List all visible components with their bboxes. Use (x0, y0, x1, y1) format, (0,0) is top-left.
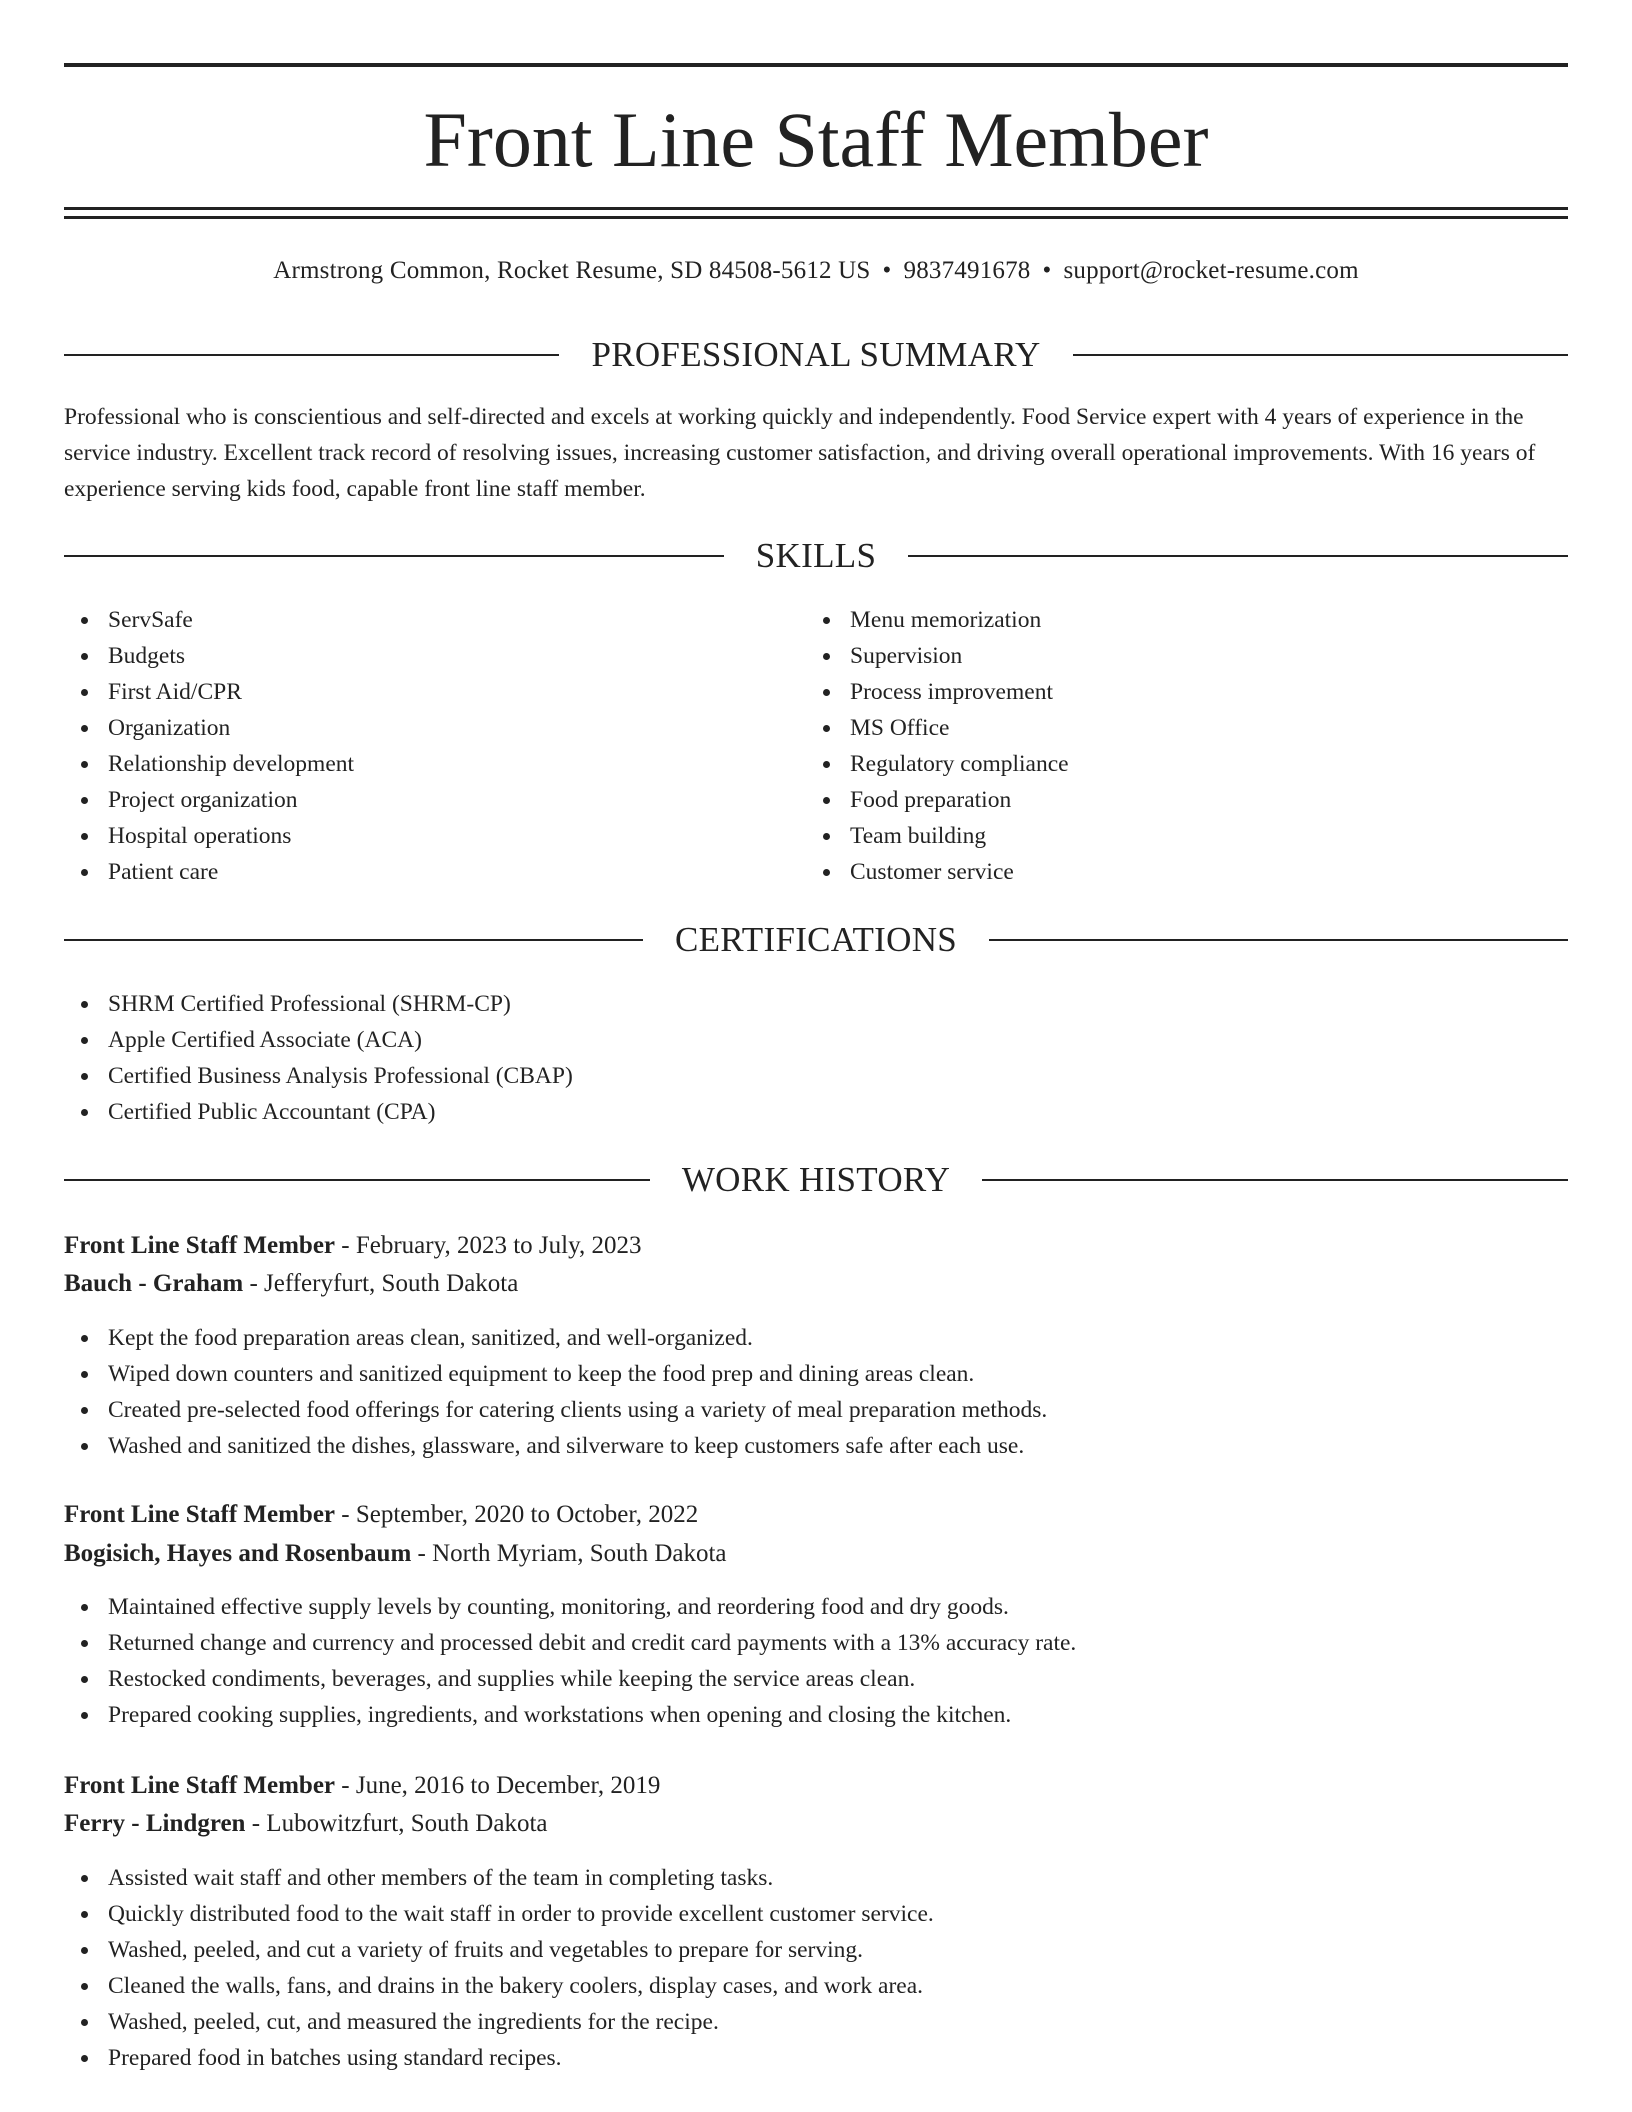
section-rule (989, 939, 1568, 941)
certification-item: Apple Certified Associate (ACA) (64, 1022, 573, 1058)
job-bullet: Prepared cooking supplies, ingredients, and workstations when opening and closing the kitchen. (64, 1697, 1076, 1733)
header-top-rule (64, 63, 1568, 67)
job-location: - Lubowitzfurt, South Dakota (245, 1810, 548, 1837)
section-header-skills (64, 534, 1568, 578)
job-bullet: Assisted wait staff and other members of the team in completing tasks. (64, 1860, 934, 1896)
skill-item: MS Office (806, 710, 1069, 746)
certification-item: Certified Public Accountant (CPA) (64, 1094, 573, 1130)
skill-item: Regulatory compliance (806, 746, 1069, 782)
section-title-skills: SKILLS (755, 536, 877, 575)
job-bullet: Washed, peeled, and cut a variety of fruits and vegetables to prepare for serving. (64, 1932, 934, 1968)
job-title-line (64, 1496, 1568, 1534)
section-rule (64, 1179, 650, 1181)
job-company: Bogisich, Hayes and Rosenbaum (64, 1540, 412, 1567)
contact-phone: 9837491678 (903, 257, 1031, 284)
job-bullet: Created pre-selected food offerings for catering clients using a variety of meal preparation methods. (64, 1392, 1047, 1428)
contact-line (64, 255, 1568, 287)
job-bullet: Maintained effective supply levels by counting, monitoring, and reordering food and dry goods. (64, 1589, 1076, 1625)
contact-separator: • (882, 257, 892, 284)
candidate-name: Front Line Staff Member (423, 96, 1209, 183)
job-company-line (64, 1805, 1568, 1843)
job-title: Front Line Staff Member (64, 1232, 336, 1259)
contact-separator: • (1042, 257, 1052, 284)
job-company-line (64, 1535, 1568, 1573)
section-rule (908, 555, 1568, 557)
job-bullets (64, 1589, 1076, 1733)
skill-item: ServSafe (64, 602, 354, 638)
summary-paragraph: Professional who is conscientious and self-directed and excels at working quickly and independently. Food Service expert with 4 years of experience in the service industry. Excellent track record of resolving issues, increasing customer satisfaction, and driving overall operational improvements. With 16 years of experience serving kids food, capable front line staff member. (64, 404, 1536, 502)
section-rule (982, 1179, 1568, 1181)
skill-item: Patient care (64, 854, 354, 890)
contact-email: support@rocket-resume.com (1063, 257, 1359, 284)
job-bullets (64, 1860, 934, 2076)
section-rule (1073, 354, 1568, 356)
section-rule (64, 354, 559, 356)
certification-item: SHRM Certified Professional (SHRM-CP) (64, 986, 573, 1022)
section-title-certifications: CERTIFICATIONS (674, 920, 958, 959)
skill-item: Menu memorization (806, 602, 1069, 638)
skill-item: Relationship development (64, 746, 354, 782)
job-company: Ferry - Lindgren (64, 1810, 246, 1837)
job-bullet: Returned change and currency and processed debit and credit card payments with a 13% accuracy rate. (64, 1625, 1076, 1661)
skill-item: First Aid/CPR (64, 674, 354, 710)
section-header-work-history (64, 1158, 1568, 1202)
job-bullet: Washed and sanitized the dishes, glassware, and silverware to keep customers safe after each use. (64, 1428, 1047, 1464)
job-bullet: Kept the food preparation areas clean, sanitized, and well-organized. (64, 1320, 1047, 1356)
certifications-list (64, 986, 573, 1130)
skill-item: Budgets (64, 638, 354, 674)
section-title-summary: PROFESSIONAL SUMMARY (591, 335, 1041, 374)
job-bullets (64, 1320, 1047, 1464)
job-company: Bauch - Graham (64, 1270, 244, 1297)
job-bullet: Cleaned the walls, fans, and drains in the bakery coolers, display cases, and work area. (64, 1968, 934, 2004)
skills-list-left (64, 602, 354, 890)
job-title-line (64, 1767, 1568, 1805)
section-header-summary (64, 333, 1568, 377)
job-bullet: Prepared food in batches using standard recipes. (64, 2040, 934, 2076)
job-title-line (64, 1227, 1568, 1265)
job-bullet: Wiped down counters and sanitized equipment to keep the food prep and dining areas clean. (64, 1356, 1047, 1392)
job-dates: - June, 2016 to December, 2019 (335, 1772, 661, 1799)
job-bullet: Quickly distributed food to the wait staff in order to provide excellent customer service. (64, 1896, 934, 1932)
job-dates: - February, 2023 to July, 2023 (335, 1232, 642, 1259)
skill-item: Food preparation (806, 782, 1069, 818)
section-rule (64, 555, 724, 557)
section-header-certifications (64, 918, 1568, 962)
header-double-rule-lower (64, 216, 1568, 219)
job-title: Front Line Staff Member (64, 1772, 336, 1799)
skill-item: Process improvement (806, 674, 1069, 710)
skills-list-right (806, 602, 1069, 890)
contact-address: Armstrong Common, Rocket Resume, SD 84508-5612 US (273, 257, 871, 284)
section-title-work-history: WORK HISTORY (681, 1160, 951, 1199)
job-title: Front Line Staff Member (64, 1501, 336, 1528)
job-location: - North Myriam, South Dakota (411, 1540, 727, 1567)
job-location: - Jefferyfurt, South Dakota (243, 1270, 519, 1297)
job-company-line (64, 1265, 1568, 1303)
skill-item: Customer service (806, 854, 1069, 890)
job-dates: - September, 2020 to October, 2022 (335, 1501, 699, 1528)
certification-item: Certified Business Analysis Professional (CBAP) (64, 1058, 573, 1094)
skill-item: Hospital operations (64, 818, 354, 854)
skill-item: Supervision (806, 638, 1069, 674)
skill-item: Team building (806, 818, 1069, 854)
section-rule (64, 939, 643, 941)
job-bullet: Washed, peeled, cut, and measured the ingredients for the recipe. (64, 2004, 934, 2040)
header-double-rule-upper (64, 207, 1568, 210)
job-bullet: Restocked condiments, beverages, and supplies while keeping the service areas clean. (64, 1661, 1076, 1697)
skill-item: Organization (64, 710, 354, 746)
skill-item: Project organization (64, 782, 354, 818)
